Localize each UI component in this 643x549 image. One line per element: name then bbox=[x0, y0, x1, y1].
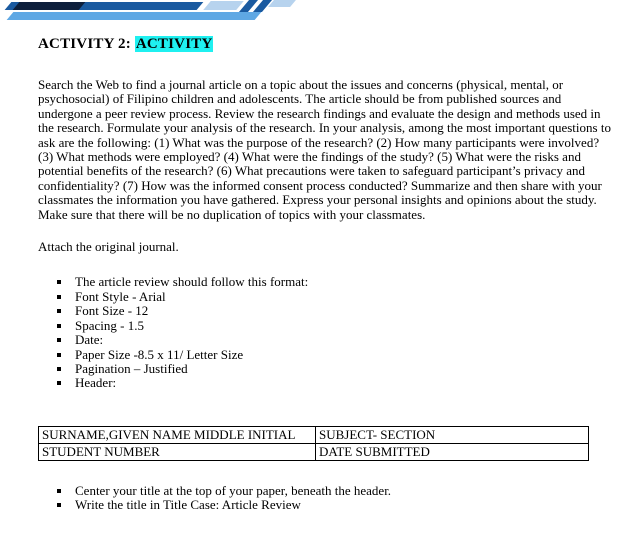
list-item bbox=[38, 498, 612, 512]
square-bullet-icon bbox=[57, 324, 61, 328]
header-banner-graphic bbox=[0, 0, 320, 26]
list-item-text: Paper Size -8.5 x 11/ Letter Size bbox=[75, 346, 244, 362]
banner-pale-parallelogram-small bbox=[268, 0, 296, 7]
list-item-text: Font Size - 12 bbox=[75, 303, 149, 319]
banner-navy-segment-shape bbox=[13, 2, 86, 10]
list-item bbox=[38, 290, 612, 304]
square-bullet-icon bbox=[57, 295, 61, 299]
square-bullet-icon bbox=[57, 338, 61, 342]
table-cell-subject: SUBJECT- SECTION bbox=[316, 426, 589, 443]
list-item bbox=[38, 484, 612, 498]
list-item bbox=[38, 333, 612, 347]
student-info-table bbox=[38, 426, 589, 461]
square-bullet-icon bbox=[57, 353, 61, 357]
list-item bbox=[38, 376, 612, 390]
title-instructions-list bbox=[38, 484, 612, 513]
table-cell-date-submitted: DATE SUBMITTED bbox=[316, 443, 589, 460]
table-cell-student-number: STUDENT NUMBER bbox=[39, 443, 316, 460]
list-item bbox=[38, 362, 612, 376]
list-item-text: Date: bbox=[75, 332, 104, 348]
attach-journal-note: Attach the original journal. bbox=[38, 239, 179, 255]
list-item-text: Pagination – Justified bbox=[75, 360, 188, 376]
square-bullet-icon bbox=[57, 309, 61, 313]
list-item-text: Write the title in Title Case: Article Review bbox=[75, 497, 301, 513]
instructions-paragraph: Search the Web to find a journal article on a topic about the issues and concerns (physical, mental, or psychosocial) of Filipino children and adolescents. The article should be from published sources and undergone a peer review process. Review the research findings and evaluate the design and methods used in the research. Formulate your analysis of the research. In your analysis, among the most important questions to ask are the following: (1) What was the purpose of the research? (2) How many participants were involved? (3) What methods were employed? (4) What were the findings of the study? (5) What were the risks and potential benefits of the research? (6) What precautions were taken to safeguard participant’s privacy and confidentiality? (7) How was the informed consent process conducted? Summarize and then share with your classmates the information you have gathered. Express your personal insights and opinions about the study. Make sure that there will be no duplication of topics with your classmates. bbox=[38, 77, 611, 222]
table-cell-surname: SURNAME,GIVEN NAME MIDDLE INITIAL bbox=[39, 426, 316, 443]
square-bullet-icon bbox=[57, 367, 61, 371]
list-item-text: Center your title at the top of your paper, beneath the header. bbox=[75, 482, 392, 498]
square-bullet-icon bbox=[57, 489, 61, 493]
square-bullet-icon bbox=[57, 381, 61, 385]
list-item-text: Spacing - 1.5 bbox=[75, 317, 144, 333]
list-item-text: Font Style - Arial bbox=[75, 288, 166, 304]
table-row bbox=[39, 426, 589, 443]
activity-heading-highlight: ACTIVITY bbox=[135, 36, 213, 52]
list-item bbox=[38, 319, 612, 333]
list-item bbox=[38, 275, 612, 289]
list-item bbox=[38, 348, 612, 362]
banner-light-bar-shape bbox=[7, 12, 262, 20]
table-row bbox=[39, 443, 589, 460]
banner-pale-parallelogram bbox=[203, 1, 244, 10]
activity-heading-prefix: ACTIVITY 2: bbox=[38, 36, 135, 52]
document-body bbox=[38, 36, 612, 513]
activity-heading bbox=[38, 36, 612, 53]
list-item-text: Header: bbox=[75, 375, 117, 391]
list-item bbox=[38, 304, 612, 318]
square-bullet-icon bbox=[57, 503, 61, 507]
format-requirements-list bbox=[38, 275, 612, 390]
square-bullet-icon bbox=[57, 280, 61, 284]
list-item-text: The article review should follow this format: bbox=[75, 274, 309, 290]
